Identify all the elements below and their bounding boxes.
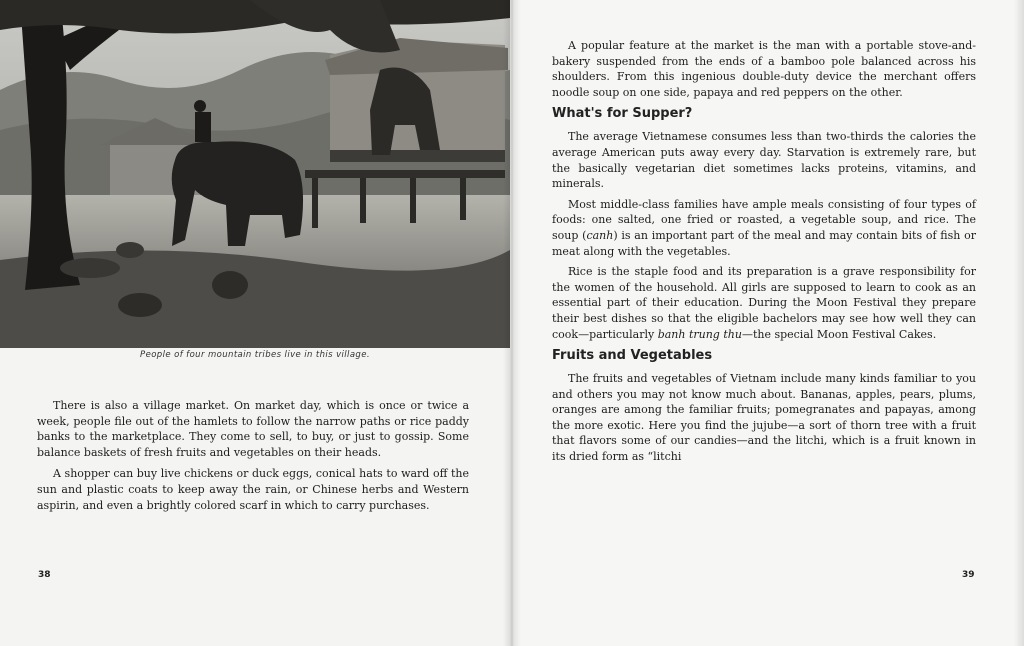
section-heading: What's for Supper?: [552, 106, 693, 122]
left-body-text: [37, 398, 469, 519]
elephant-village-illustration: [0, 0, 510, 348]
paragraph: A popular feature at the market is the man with a portable stove-and-bakery suspended from the ends of a bamboo pole balanced across his shoulders. From this ingenious double-duty device the merchant offers noodle soup on one side, papaya and red peppers on the other.: [552, 39, 976, 99]
page-number-right: 39: [962, 570, 975, 580]
paragraph: There is also a village market. On market day, which is once or twice a week, people file out of the hamlets to follow the narrow paths or rice paddy banks to the marketplace. They come to sell, to buy, or just to gossip. Some balance baskets of fresh fruits and vegetables on their heads.: [37, 399, 469, 459]
page-edge-shadow: [1014, 0, 1024, 646]
paragraph: Rice is the staple food and its preparation is a grave responsibility for the women of the household. All girls are supposed to learn to cook as an essential part of their education. During the Moon Festival they prepare their best dishes so that the eligible bachelors may see how well they can cook—particularly banh trung thu—the special Moon Festival Cakes.: [552, 265, 976, 341]
paragraph: A shopper can buy live chickens or duck eggs, conical hats to ward off the sun and plastic coats to keep away the rain, or Chinese herbs and Western aspirin, and even a brightly colored scarf in which to carry purchases.: [37, 467, 469, 512]
left-page: [0, 0, 510, 646]
paragraph: The fruits and vegetables of Vietnam include many kinds familiar to you and others you may not know much about. Bananas, apples, pears, plums, oranges are among the familiar fruits; pomegranates and papayas, among the more exotic. Here you find the jujube—a sort of thorn tree with a fruit that flavors some of our candies—and the litchi, which is a fruit known in its dried form as “litchi: [552, 372, 976, 464]
paragraph: Most middle-class families have ample meals consisting of four types of foods: one salted, one fried or roasted, a vegetable soup, and rice. The soup (canh) is an important part of the meal and may contain bits of fish or meat along with the vegetables.: [552, 197, 976, 258]
village-photo: [0, 0, 510, 348]
section-heading: Fruits and Vegetables: [552, 348, 713, 364]
photo-caption: People of four mountain tribes live in this village.: [140, 350, 370, 360]
page-number-left: 38: [38, 570, 51, 580]
right-body-text: [552, 38, 976, 470]
paragraph: The average Vietnamese consumes less than two-thirds the calories the average American puts away every day. Starvation is extremely rare, but the basically vegetarian diet sometimes lacks proteins, vitamins, and minerals.: [552, 130, 976, 191]
book-gutter: [503, 0, 521, 646]
